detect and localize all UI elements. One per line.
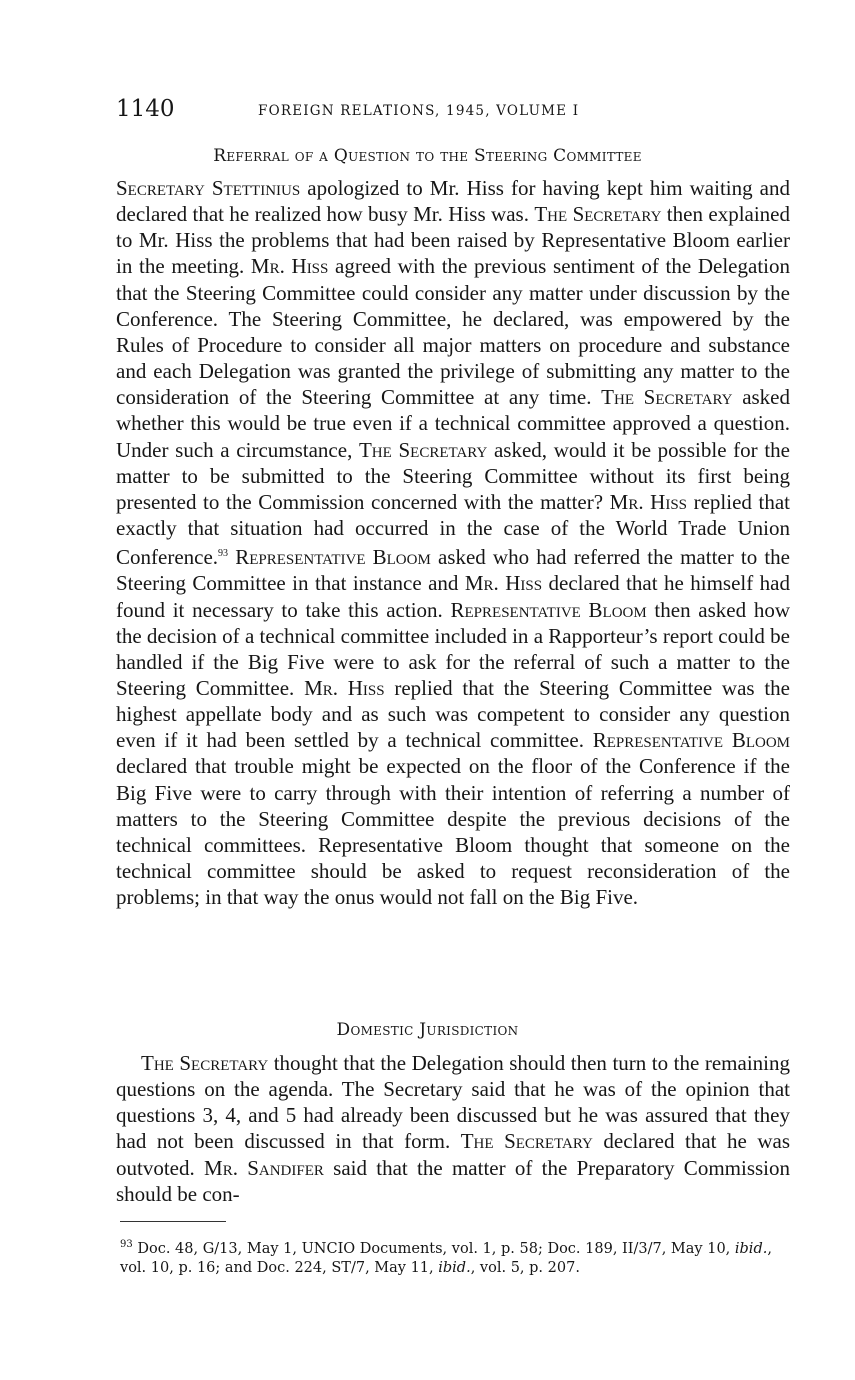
- text-run: then asked how the decision of a technical committee included in a Rapporteur’s report could be handled if the Big Five were to ask for the referral of such a matter to the Steering Committee.: [116, 597, 791, 700]
- italic-text: ibid.: [438, 1259, 471, 1276]
- paragraph-referral: [116, 175, 790, 910]
- italic-text: ibid.: [734, 1240, 768, 1257]
- speaker-name: The Secretary: [460, 1129, 593, 1154]
- text-run: then explained to Mr. Hiss the problems that had been raised by Representative Bloom earlier in the meeting.: [116, 202, 791, 279]
- speaker-name: The Secretary: [141, 1051, 269, 1075]
- paragraph-domestic-jurisdiction: [116, 1050, 790, 1207]
- text-run: replied that exactly that situation had occurred in the case of the World Trade Union Conference.: [116, 489, 790, 570]
- speaker-name: The Secretary: [358, 437, 488, 462]
- speaker-name: Mr. Hiss: [464, 571, 543, 596]
- text-run: said that the matter of the Preparatory Commission should be con-: [116, 1155, 790, 1206]
- footnote-divider: [120, 1221, 226, 1222]
- text-run: asked whether this would be true even if a technical committee approved a question. Under such a circumstance,: [116, 385, 791, 462]
- text-run: replied that the Steering Committee was the highest appellate body and as such was competent to consider any question even if it had been settled by a technical committee.: [116, 675, 790, 753]
- text-run: Doc. 48, G/13, May 1, UNCIO Documents, vol. 1, p. 58; Doc. 189, II/3/7, May 10,: [132, 1240, 735, 1257]
- footnote-text: [120, 1241, 772, 1276]
- text-run: apologized to Mr. Hiss for having kept him waiting and declared that he realized how busy Mr. Hiss was.: [116, 176, 791, 227]
- speaker-name: Representative Bloom: [450, 597, 647, 622]
- text-run: asked, would it be possible for the matter to be submitted to the Steering Committee without its first being presented to the Commission concerned with the matter?: [116, 437, 790, 514]
- speaker-name: The Secretary: [601, 385, 733, 410]
- text-run: agreed with the previous sentiment of the Delegation that the Steering Committee could consider any matter under discussion by the Conference. The Steering Committee, he declared, was empowered by the Rules of Procedure to consider all major matters on procedure and substance and each Delegation was granted the privilege of submitting any matter to the consideration of the Steering Committee at any time.: [116, 254, 790, 410]
- footnote-ref: 93: [218, 548, 229, 560]
- text-run: , vol. 5, p. 207.: [470, 1259, 580, 1276]
- speaker-name: Mr. Hiss: [609, 489, 688, 514]
- section-heading-referral: Referral of a Question to the Steering Committee: [213, 146, 642, 166]
- text-run: declared that trouble might be expected on the floor of the Conference if the Big Five were to carry through with their intention of referring a number of matters to the Steering Committee despite the previous decisions of the technical committees. Representative Bloom thought that someone on the technical committee should be asked to request reconsideration of the problems; in that way the onus would not fall on the Big Five.: [116, 754, 790, 910]
- speaker-name: Mr. Hiss: [250, 254, 329, 279]
- speaker-name: Secretary Stettinius: [116, 176, 301, 200]
- speaker-name: Representative Bloom: [592, 728, 790, 753]
- page-header: [116, 96, 796, 126]
- footnote-number: 93: [120, 1239, 133, 1250]
- text-run: asked who had referred the matter to the Steering Committee in that instance and: [116, 545, 790, 596]
- section-heading-domestic-jurisdiction: Domestic Jurisdiction: [336, 1020, 519, 1040]
- speaker-name: Representative Bloom: [235, 545, 431, 570]
- text-run: thought that the Delegation should then turn to the remaining questions on the agenda. The Secretary said that he was of the opinion that questions 3, 4, and 5 had already been discussed but he was assured that they had not been discussed in that form.: [116, 1051, 790, 1154]
- speaker-name: Mr. Sandifer: [204, 1155, 324, 1180]
- running-head: FOREIGN RELATIONS, 1945, VOLUME I: [258, 103, 580, 119]
- text-run: , vol. 10, p. 16; and Doc. 224, ST/7, May 11,: [120, 1240, 772, 1276]
- speaker-name: The Secretary: [534, 202, 662, 227]
- speaker-name: Mr. Hiss: [304, 675, 385, 700]
- text-run: declared that he was outvoted.: [116, 1129, 790, 1180]
- footnote: [120, 1235, 792, 1278]
- page-number: 1140: [116, 96, 175, 122]
- text-run: declared that he himself had found it necessary to take this action.: [116, 571, 791, 622]
